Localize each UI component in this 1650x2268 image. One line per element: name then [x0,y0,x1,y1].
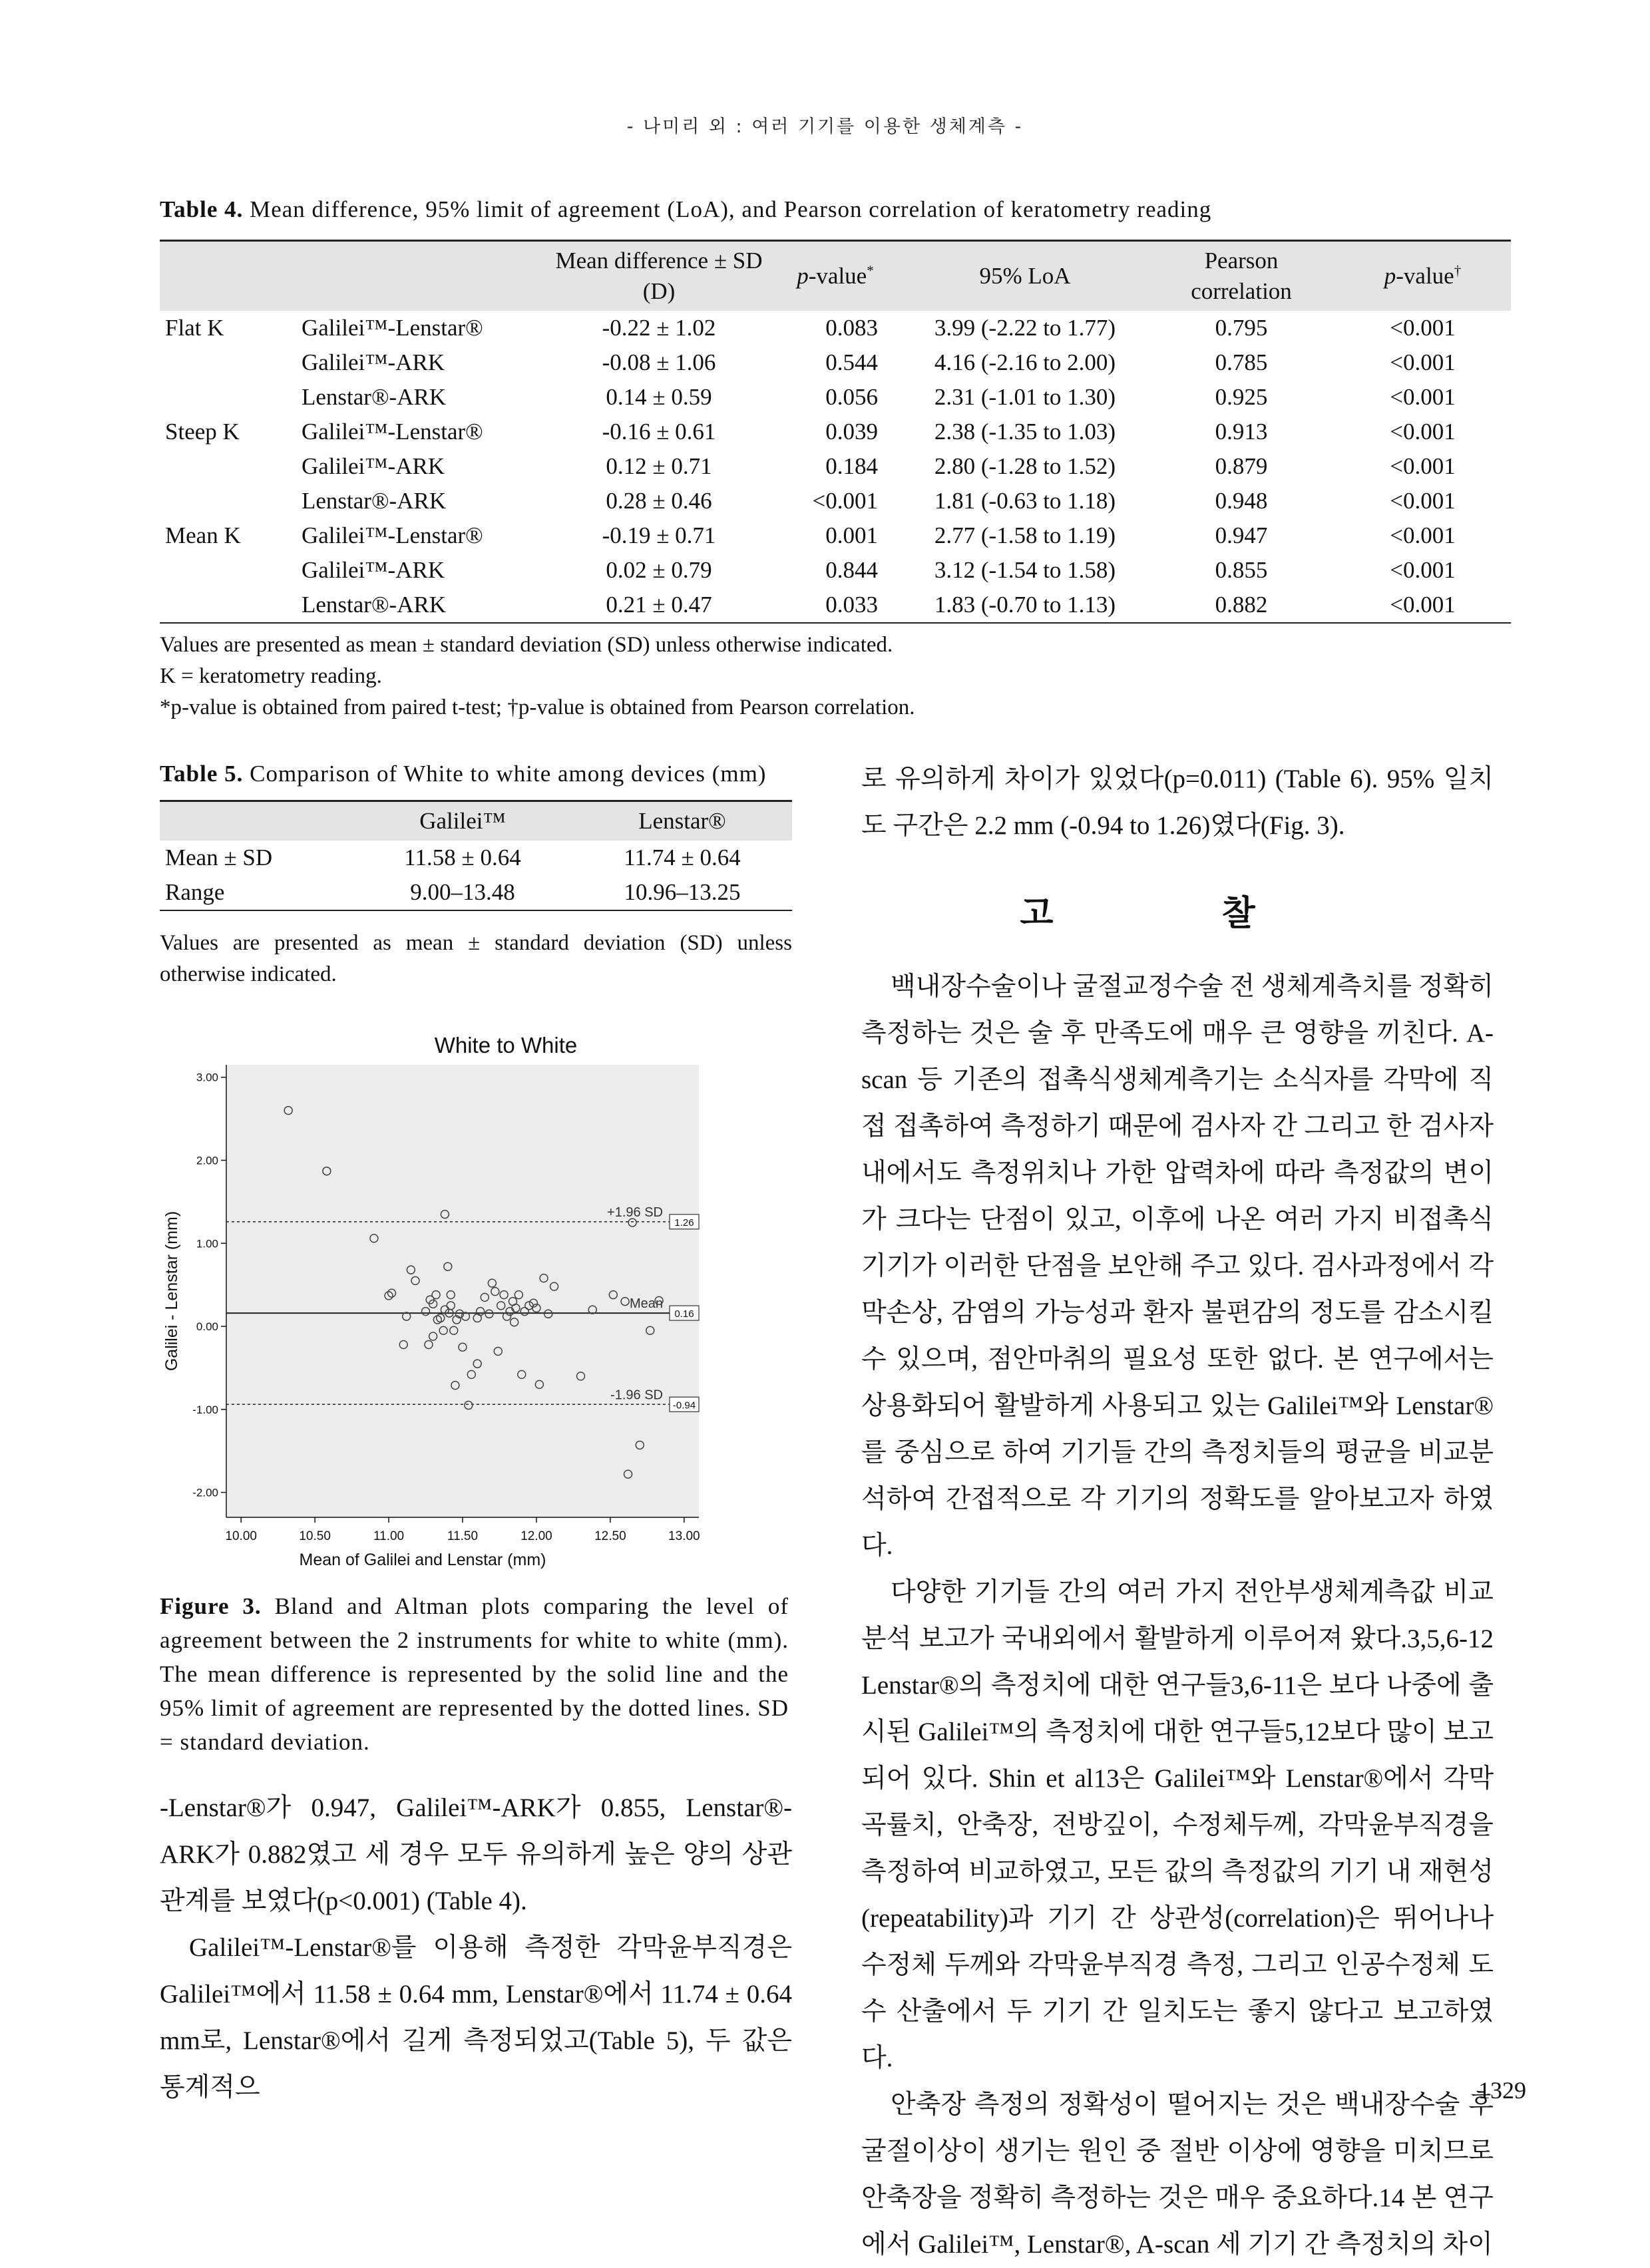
table5-cell-label: Range [165,879,225,905]
table4-row [160,311,1511,345]
right-paragraph-2: 다양한 기기들 간의 여러 가지 전안부생체계측값 비교분석 보고가 국내외에서 활발하게 이루어져 왔다.3,5,6-12 Lenstar®의 측정치에 대한 연구들3,6-11은 보다 나중에 출시된 Galilei™의 측정치에 대한 연구들5,12보다 많이 보고되어 있다. Shin et al13은 Galilei™와 Lenstar®에서 각막곡률치, 안축장, 전방깊이, 수정체두께, 각막윤부직경을 측정하여 비교하였고, 모든 값의 측정값의 기기 내 재현성(repeatability)과 기기 간 상관성(correlation)은 뛰어나나 수정체 두께와 각막윤부직경 측정, 그리고 인공수정체 도수 산출에서 두 기기 간 일치도는 좋지 않다고 보고하였다. [861,1578,1494,2072]
table4-cell-p2: <0.001 [1390,349,1456,375]
x-tick-label: 10.00 [225,1529,257,1543]
table4-cell-loa: 4.16 (-2.16 to 2.00) [934,349,1116,375]
table5-cell-galilei: 9.00–13.48 [410,879,515,905]
table4-row [160,484,1511,518]
table4-notes [160,630,1518,723]
right-body-text [861,964,1494,2268]
x-axis-label: Mean of Galilei and Lenstar (mm) [299,1551,546,1569]
table5-note: Values are presented as mean ± standard deviation (SD) unless otherwise indicated. [160,931,792,986]
table4-cell-p2: <0.001 [1390,592,1456,618]
table4-cell-pair: Galilei™-ARK [302,557,445,583]
reference-value-label: -0.94 [672,1400,696,1412]
table4-cell-pair: Galilei™-Lenstar® [302,522,483,548]
table4-cell-p: 0.056 [825,384,878,410]
plot-area [226,1065,699,1517]
table4-cell-loa: 1.81 (-0.63 to 1.18) [934,488,1116,514]
table4-cell-group: Mean K [165,522,241,548]
right-paragraph-3: 안축장 측정의 정확성이 떨어지는 것은 백내장수술 후 굴절이상이 생기는 원인 중 절반 이상에 영향을 미치므로 안축장을 정확히 측정하는 것은 매우 중요하다.14 본 연구에서 Galilei™, Lenstar®, A-scan 세 기기 간 측정치의 차이 [861,2090,1494,2259]
figure3-label: Figure 3. [160,1593,262,1619]
table4-cell-p: 0.001 [825,522,878,548]
table5-cell-galilei: 11.58 ± 0.64 [404,845,521,870]
y-tick-label: 2.00 [196,1154,218,1167]
right-intro [861,756,1494,849]
table4-cell-mean: 0.28 ± 0.46 [606,488,712,514]
y-axis-label: Galilei - Lenstar (mm) [162,1211,181,1372]
table4-cell-group: Steep K [165,419,240,445]
table4-cell-pair: Lenstar®-ARK [302,488,447,514]
table4-header-r: Pearson correlation [1148,242,1335,311]
table4-cell-pair: Galilei™-Lenstar® [302,315,483,341]
chart-title: White to White [434,1033,578,1057]
table4-cell-pair: Lenstar®-ARK [302,592,447,618]
section-title: 고 찰 [1020,895,1335,933]
table4-label: Table 4. [160,196,244,222]
table4-cell-r: 0.925 [1215,384,1268,410]
table4-cell-loa: 1.83 (-0.70 to 1.13) [934,592,1116,618]
table4-cell-p: 0.544 [825,349,878,375]
table4-cell-p: 0.844 [825,557,878,583]
table5-row [160,875,792,910]
table5-cell-label: Mean ± SD [165,845,273,870]
table4-cell-loa: 2.77 (-1.58 to 1.19) [934,522,1116,548]
page-number: 1329 [1478,2077,1526,2104]
table4-row [160,449,1511,484]
table4-header-row [160,242,1511,311]
table4-cell-loa: 2.38 (-1.35 to 1.03) [934,419,1116,445]
table4-cell-group [160,588,296,622]
y-tick-label: 1.00 [196,1237,218,1250]
left-paragraph-1: -Lenstar®가 0.947, Galilei™-ARK가 0.855, Lenstar®-ARK가 0.882였고 세 경우 모두 유의하게 높은 양의 상관관계를 보였다(p<0.001) (Table 4). [160,1794,792,1915]
table4-cell-mean: -0.16 ± 0.61 [602,419,716,445]
x-tick-label: 11.50 [447,1529,479,1543]
x-tick-label: 13.00 [668,1529,700,1543]
bland-altman-plot [160,1025,792,1571]
reference-value-label: 1.26 [674,1217,694,1228]
table4-header-p2: p-value† [1335,242,1511,311]
table5-header-row [160,802,792,841]
table4-cell-p: 0.033 [825,592,878,618]
table4-body [160,311,1511,622]
table4-note-2: K = keratometry reading. [160,664,382,688]
table4-cell-loa: 2.31 (-1.01 to 1.30) [934,384,1116,410]
table4-cell-p2: <0.001 [1390,488,1456,514]
table4-cell-p: <0.001 [812,488,878,514]
table4 [160,240,1511,624]
table4-cell-mean: -0.19 ± 0.71 [602,522,716,548]
figure3-chart [160,1025,792,1571]
reference-line-name: +1.96 SD [607,1205,663,1220]
table4-cell-r: 0.879 [1215,453,1268,479]
y-tick-label: -1.00 [192,1403,218,1416]
figure3-caption [160,1589,789,1759]
table4-cell-mean: 0.02 ± 0.79 [606,557,712,583]
table5-caption [160,759,825,789]
y-tick-label: -2.00 [192,1486,218,1499]
right-intro-text: 로 유의하게 차이가 있었다(p=0.011) (Table 6). 95% 일치도 구간은 2.2 mm (-0.94 to 1.26)였다(Fig. 3). [861,765,1494,840]
table4-cell-pair: Galilei™-ARK [302,349,445,375]
table4-header-loa: 95% LoA [902,242,1148,311]
table5-label: Table 5. [160,761,244,787]
table5 [160,800,792,911]
table4-cell-pair: Galilei™-Lenstar® [302,419,483,445]
table4-cell-pair: Galilei™-ARK [302,453,445,479]
table4-cell-r: 0.948 [1215,488,1268,514]
reference-line-name: Mean [629,1296,663,1312]
table4-cell-r: 0.795 [1215,315,1268,341]
table5-header-blank [160,802,353,841]
table4-cell-p2: <0.001 [1390,419,1456,445]
table4-cell-r: 0.855 [1215,557,1268,583]
table4-row [160,588,1511,622]
table4-cell-group: Flat K [165,315,224,341]
table4-row [160,553,1511,588]
table4-cell-r: 0.882 [1215,592,1268,618]
running-header: - 나미리 외 : 여러 기기를 이용한 생체계측 - [626,116,1024,137]
table5-header-galilei: Galilei™ [353,802,572,841]
table5-row [160,841,792,875]
table4-caption [160,194,1518,225]
x-tick-label: 12.00 [520,1529,552,1543]
left-paragraph-2: Galilei™-Lenstar®를 이용해 측정한 각막윤부직경은 Galilei™에서 11.58 ± 0.64 mm, Lenstar®에서 11.74 ± 0.64 mm로, Lenstar®에서 길게 측정되었고(Table 5), 두 값은 통계적으 [160,1933,792,2102]
table4-row [160,345,1511,380]
y-tick-label: 0.00 [196,1320,218,1334]
table4-cell-mean: -0.08 ± 1.06 [602,349,716,375]
table4-cell-r: 0.913 [1215,419,1268,445]
table4-cell-p2: <0.001 [1390,384,1456,410]
table4-cell-r: 0.947 [1215,522,1268,548]
figure3-caption-text: Bland and Altman plots comparing the level of agreement between the 2 instruments for white to white (mm). The mean difference is represented by the solid line and the 95% limit of agreement are represented by the dotted lines. SD = standard deviation. [160,1593,789,1755]
left-body-text [160,1785,792,2111]
table4-cell-loa: 3.99 (-2.22 to 1.77) [934,315,1116,341]
table4-cell-group [160,449,296,484]
reference-value-label: 0.16 [674,1308,694,1320]
table5-cell-lenstar: 10.96–13.25 [624,879,741,905]
table4-header-group [160,242,296,311]
table4-cell-group [160,380,296,415]
table5-cell-lenstar: 11.74 ± 0.64 [624,845,741,870]
table4-cell-mean: 0.14 ± 0.59 [606,384,712,410]
y-tick-label: 3.00 [196,1071,218,1084]
table4-cell-mean: 0.12 ± 0.71 [606,453,712,479]
table5-caption-text: Comparison of White to white among devices (mm) [250,761,767,787]
table4-cell-r: 0.785 [1215,349,1268,375]
table4-cell-p2: <0.001 [1390,315,1456,341]
table4-cell-mean: 0.21 ± 0.47 [606,592,712,618]
x-tick-label: 12.50 [594,1529,626,1543]
x-tick-label: 11.00 [373,1529,405,1543]
table4-cell-pair: Lenstar®-ARK [302,384,447,410]
table5-header-lenstar: Lenstar® [572,802,792,841]
table4-cell-p: 0.083 [825,315,878,341]
table4-caption-text: Mean difference, 95% limit of agreement (LoA), and Pearson correlation of keratometry reading [250,196,1212,222]
table4-row [160,380,1511,415]
table4-header-mean: Mean difference ± SD (D) [549,242,769,311]
table4-header-pair [296,242,549,311]
reference-line-name: -1.96 SD [610,1388,663,1403]
table4-row [160,518,1511,553]
table4-cell-p: 0.039 [825,419,878,445]
table4-cell-p2: <0.001 [1390,522,1456,548]
table4-grid [160,242,1511,622]
table4-row [160,415,1511,449]
table4-cell-group [160,345,296,380]
x-tick-label: 10.50 [299,1529,331,1543]
table5-grid [160,802,792,910]
table4-cell-p2: <0.001 [1390,557,1456,583]
table4-cell-mean: -0.22 ± 1.02 [602,315,716,341]
table4-cell-loa: 2.80 (-1.28 to 1.52) [934,453,1116,479]
table4-cell-loa: 3.12 (-1.54 to 1.58) [934,557,1116,583]
right-paragraph-1: 백내장수술이나 굴절교정수술 전 생체계측치를 정확히 측정하는 것은 술 후 만족도에 매우 큰 영향을 끼친다. A-scan 등 기존의 접촉식생체계측기는 소식자를 각막에 직접 접촉하여 측정하기 때문에 검사자 간 그리고 한 검사자 내에서도 측정위치나 가한 압력차에 따라 측정값의 변이가 크다는 단점이 있고, 이후에 나온 여러 가지 비접촉식 기기가 이러한 단점을 보안해 주고 있다. 검사과정에서 각막손상, 감염의 가능성과 환자 불편감의 정도를 감소시킬 수 있으며, 점안마취의 필요성 또한 없다. 본 연구에서는 상용화되어 활발하게 사용되고 있는 Galilei™와 Lenstar®를 중심으로 하여 기기들 간의 측정치들의 평균을 비교분석하여 간접적으로 각 기기의 정확도를 알아보고자 하였다. [861,972,1494,1560]
table4-cell-p2: <0.001 [1390,453,1456,479]
table4-cell-p: 0.184 [825,453,878,479]
table4-note-1: Values are presented as mean ± standard deviation (SD) unless otherwise indicated. [160,633,893,657]
table4-cell-group [160,553,296,588]
table4-cell-group [160,484,296,518]
table4-header-p: p-value* [769,242,902,311]
table4-note-3: *p-value is obtained from paired t-test; †p-value is obtained from Pearson correlation. [160,695,915,719]
